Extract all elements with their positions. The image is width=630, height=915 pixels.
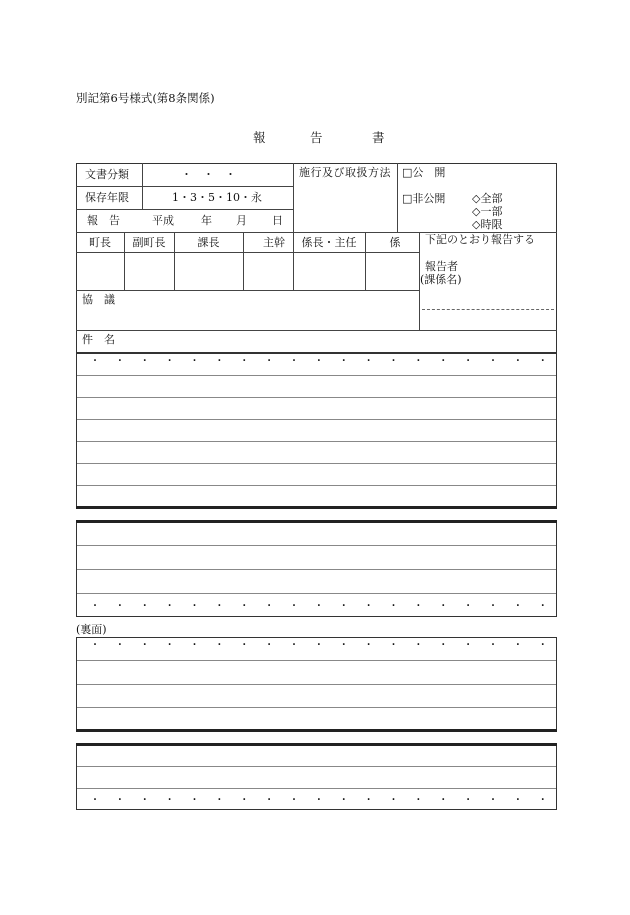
public-checkbox-label: □公 開 [402,166,446,179]
report-month: 月 [236,214,247,227]
back-side-label: (裏面) [76,623,107,636]
reporter-dept: (課係名) [420,273,462,286]
doc-class-value: ・ ・ ・ [181,168,236,181]
scope-option-partial: ◇一部 [472,205,503,218]
scope-option-all: ◇全部 [472,192,503,205]
report-year: 年 [201,214,212,227]
report-era: 平成 [152,214,174,227]
title-char-1: 報 [253,130,266,145]
reporter-label: 報告者 [425,260,458,273]
approval-header-unit-chief: 係長・主任 [301,236,357,249]
dot-row-top-1: ・ ・ ・ ・ ・ ・ ・ ・ ・ ・ ・ ・ ・ ・ ・ ・ ・ ・ ・ [90,356,548,367]
nonpublic-checkbox-label: □非公開 [402,192,446,205]
dot-row-bottom-4: ・ ・ ・ ・ ・ ・ ・ ・ ・ ・ ・ ・ ・ ・ ・ ・ ・ ・ ・ [90,795,548,806]
dot-row-bottom-2: ・ ・ ・ ・ ・ ・ ・ ・ ・ ・ ・ ・ ・ ・ ・ ・ ・ ・ ・ [90,601,548,612]
document-title [248,128,388,144]
subject-label: 件 名 [82,333,115,346]
doc-class-label: 文書分類 [85,168,129,181]
approval-header-director: 主幹 [263,236,285,249]
handling-method-label: 施行及び取扱方法 [299,166,391,179]
retention-value: 1・3・5・10・永 [172,191,262,204]
dot-row-top-3: ・ ・ ・ ・ ・ ・ ・ ・ ・ ・ ・ ・ ・ ・ ・ ・ ・ ・ ・ [90,640,548,651]
report-label: 報 告 [87,214,120,227]
scope-option-timed: ◇時限 [472,218,503,231]
form-number-note: 別記第6号様式(第8条関係) [76,91,215,105]
approval-header-mayor: 町長 [89,236,111,249]
report-note: 下記のとおり報告する [425,233,535,246]
retention-label: 保存年限 [85,191,129,204]
approval-header-section-chief: 課長 [197,236,220,249]
approval-header-deputy-mayor: 副町長 [132,236,166,249]
title-char-3: 書 [372,130,385,145]
report-day: 日 [272,214,283,227]
approval-header-staff: 係 [389,236,401,249]
title-char-2: 告 [310,130,323,145]
consultation-label: 協 議 [82,293,115,306]
